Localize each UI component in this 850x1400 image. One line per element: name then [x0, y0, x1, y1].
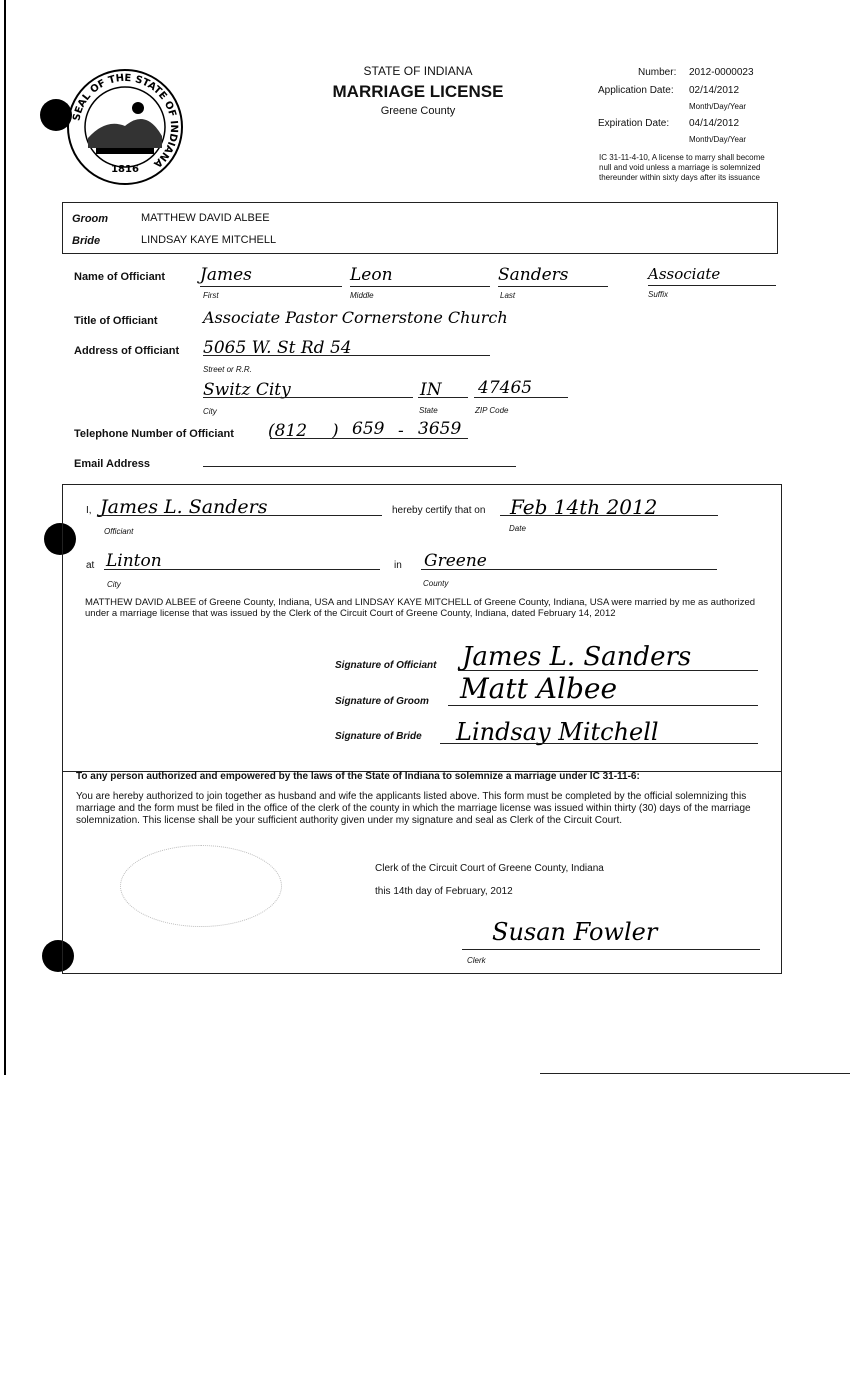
footer-rule: [540, 1073, 850, 1074]
page-edge-line: [4, 0, 6, 1075]
statute-note: IC 31-11-4-10, A license to marry shall become null and void unless a marriage is solemnized thereunder within sixty days after its issuance: [599, 153, 765, 182]
street-caption: Street or R.R.: [203, 365, 252, 374]
expiration-date-label: Expiration Date:: [598, 118, 670, 129]
email-line: [203, 466, 516, 467]
last-line: [498, 286, 608, 287]
officiant-last: Sanders: [498, 265, 569, 285]
first-line: [200, 286, 342, 287]
cert-county-caption: County: [423, 579, 449, 588]
zip-line: [474, 397, 568, 398]
header-county: Greene County: [380, 105, 456, 117]
last-caption: Last: [500, 291, 516, 300]
seal-ring-text: SEAL OF THE STATE OF INDIANA: [71, 72, 180, 170]
clerk-signature-line: [462, 949, 760, 950]
cert-in: in: [394, 560, 402, 571]
email-label: Email Address: [74, 458, 151, 470]
officiant-title-label: Title of Officiant: [74, 315, 158, 327]
state-seal: [66, 68, 184, 186]
sig-groom-line: [448, 705, 758, 706]
cert-county-line: [421, 569, 717, 570]
date-format-1: Month/Day/Year: [689, 102, 747, 111]
sig-bride-label: Signature of Bride: [335, 731, 422, 742]
officiant-first: James: [200, 265, 252, 285]
first-caption: First: [203, 291, 219, 300]
cert-city: Linton: [106, 551, 162, 571]
license-number: 2012-0000023: [689, 67, 754, 78]
officiant-street: 5065 W. St Rd 54: [203, 338, 352, 358]
cert-date: Feb 14th 2012: [510, 495, 658, 519]
date-format-2: Month/Day/Year: [689, 135, 747, 144]
suffix-caption: Suffix: [648, 290, 669, 299]
city-line: [203, 397, 413, 398]
cert-officiant-signature: James L. Sanders: [100, 496, 268, 518]
clerk-seal-emboss: [120, 845, 282, 927]
phone-prefix: 659: [352, 419, 385, 439]
clerk-signature: Susan Fowler: [492, 918, 658, 946]
certification-box: [62, 484, 782, 772]
clerk-day-line: this 14th day of February, 2012: [375, 886, 513, 897]
expiration-date: 04/14/2012: [689, 118, 740, 129]
sig-groom: Matt Albee: [460, 672, 618, 705]
clerk-of-court: Clerk of the Circuit Court of Greene County, Indiana: [375, 863, 604, 874]
officiant-phone-label: Telephone Number of Officiant: [74, 428, 234, 440]
phone-area: (812: [268, 421, 308, 441]
sig-officiant: James L. Sanders: [462, 642, 692, 672]
officiant-suffix: Associate: [648, 265, 721, 283]
sig-bride: Lindsay Mitchell: [456, 718, 659, 746]
sig-officiant-label: Signature of Officiant: [335, 660, 437, 671]
middle-line: [350, 286, 490, 287]
header-state: STATE OF INDIANA: [363, 64, 473, 78]
suffix-line: [648, 285, 776, 286]
cert-statement: MATTHEW DAVID ALBEE of Greene County, Indiana, USA and LINDSAY KAYE MITCHELL of Greene County, Indiana, USA were married by me as authorized under a marriage license that was issued by the Clerk of the Circuit Court of Greene County, Indiana, dated February 14, 2012: [85, 597, 756, 619]
cert-officiant-line: [98, 515, 382, 516]
state-line: [418, 397, 468, 398]
application-date: 02/14/2012: [689, 85, 740, 96]
authorization-heading: To any person authorized and empowered by the laws of the State of Indiana to solemnize a marriage under IC 31-11-6:: [76, 771, 640, 782]
header-title: MARRIAGE LICENSE: [332, 82, 504, 101]
bride-name: LINDSAY KAYE MITCHELL: [141, 234, 277, 246]
cert-officiant-caption: Officiant: [104, 527, 134, 536]
authorization-body: You are hereby authorized to join together as husband and wife the applicants listed above. This form must be completed by the official solemnizing this marriage and the form must be filed in the office of the clerk of the county in which the marriage license was issued within thirty (30) days of the marriage solemnization. This license shall be your sufficient authority given under my signature and seal as Clerk of the Circuit Court.: [76, 791, 751, 826]
cert-date-line: [500, 515, 718, 516]
sig-groom-label: Signature of Groom: [335, 696, 429, 707]
bride-label: Bride: [72, 235, 101, 247]
phone-underline: [270, 438, 468, 439]
street-line: [203, 355, 490, 356]
cert-certify-text: hereby certify that on: [392, 505, 486, 516]
clerk-caption: Clerk: [467, 956, 486, 965]
phone-dash: -: [398, 421, 404, 441]
officiant-middle: Leon: [350, 265, 393, 285]
middle-caption: Middle: [350, 291, 374, 300]
officiant-city: Switz City: [203, 380, 291, 400]
groom-label: Groom: [72, 213, 109, 225]
cert-city-caption: City: [107, 580, 121, 589]
application-date-label: Application Date:: [598, 85, 674, 96]
cert-county: Greene: [424, 551, 487, 571]
officiant-title: Associate Pastor Cornerstone Church: [203, 308, 508, 327]
sig-officiant-line: [458, 670, 758, 671]
seal-year: 1816: [111, 164, 139, 175]
phone-line: 3659: [418, 419, 462, 439]
officiant-state: IN: [420, 380, 442, 400]
state-caption: State: [419, 406, 438, 415]
phone-paren: ): [332, 421, 339, 441]
parties-box: [62, 202, 778, 254]
officiant-name-label: Name of Officiant: [74, 271, 166, 283]
cert-city-line: [104, 569, 380, 570]
cert-i: I,: [86, 505, 92, 516]
officiant-zip: 47465: [478, 378, 533, 398]
zip-caption: ZIP Code: [475, 406, 509, 415]
sig-bride-line: [440, 743, 758, 744]
number-label: Number:: [638, 67, 677, 78]
groom-name: MATTHEW DAVID ALBEE: [141, 212, 270, 224]
cert-date-caption: Date: [509, 524, 526, 533]
cert-at: at: [86, 560, 95, 571]
city-caption: City: [203, 407, 217, 416]
officiant-address-label: Address of Officiant: [74, 345, 180, 357]
